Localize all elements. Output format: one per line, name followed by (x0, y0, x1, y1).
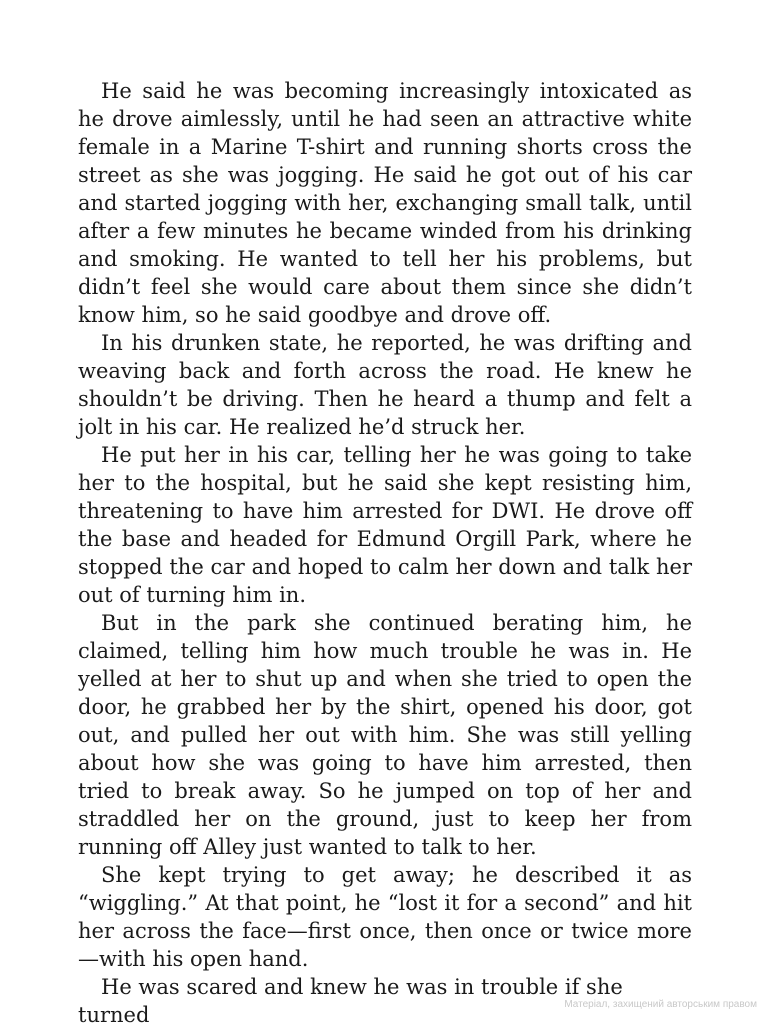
copyright-watermark: Матеріал, захищений авторським правом (564, 999, 757, 1010)
book-page-text (78, 77, 692, 1029)
paragraph: In his drunken state, he reported, he was drifting and weaving back and forth across the road. He knew he shouldn’t be driving. Then he heard a thump and felt a jolt in his car. He realized he’d struck her. (78, 331, 692, 439)
paragraph: He put her in his car, telling her he was going to take her to the hospital, but he said she kept resisting him, threatening to have him arrested for DWI. He drove off the base and headed for Edmund Orgill Park, where he stopped the car and hoped to calm her down and talk her out of turning him in. (78, 443, 692, 607)
paragraph: But in the park she continued berating him, he claimed, telling him how much trouble he was in. He yelled at her to shut up and when she tried to open the door, he grabbed her by the shirt, opened his door, got out, and pulled her out with him. She was still yelling about how she was going to have him arrested, then tried to break away. So he jumped on top of her and straddled her on the ground, just to keep her from running off Alley just wanted to talk to her. (78, 611, 692, 859)
paragraph: He said he was becoming increasingly intoxicated as he drove aimlessly, until he had seen an attractive white female in a Marine T-shirt and running shorts cross the street as she was jogging. He said he got out of his car and started jogging with her, exchanging small talk, until after a few minutes he became winded from his drinking and smoking. He wanted to tell her his problems, but didn’t feel she would care about them since she didn’t know him, so he said goodbye and drove off. (78, 79, 692, 327)
paragraph: He was scared and knew he was in trouble if she turned (78, 975, 623, 1027)
paragraph: She kept trying to get away; he described it as “wiggling.” At that point, he “lost it for a second” and hit her across the face—first once, then once or twice more—with his open hand. (78, 863, 692, 971)
